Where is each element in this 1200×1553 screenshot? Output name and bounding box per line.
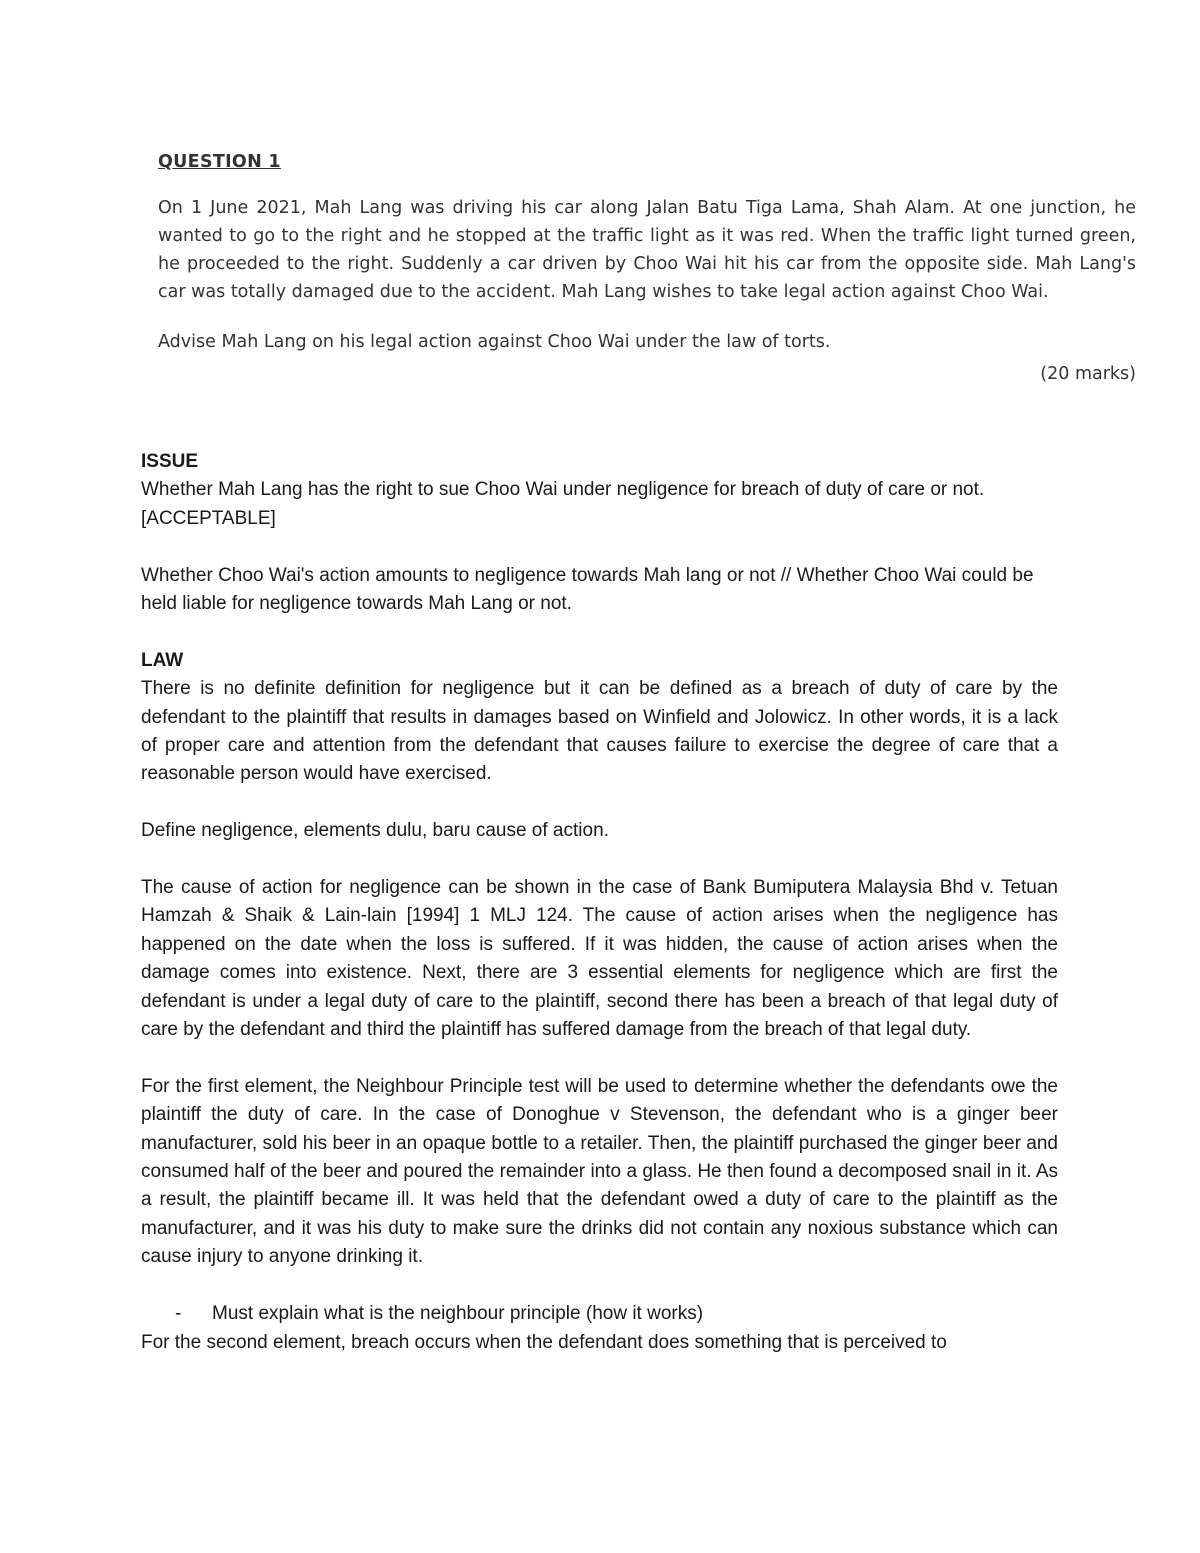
bullet-item — [141, 1300, 1058, 1328]
law-heading: LAW — [141, 649, 184, 671]
question-instruction: Advise Mah Lang on his legal action against Choo Wai under the law of torts. — [158, 332, 831, 352]
question-marks: (20 marks) — [1040, 364, 1136, 384]
bullet-text: Must explain what is the neighbour principle (how it works) — [212, 1303, 704, 1325]
question-image — [158, 148, 1136, 388]
law-paragraph-4: For the second element, breach occurs when the defendant does something that is perceived to — [141, 1331, 947, 1353]
law-paragraph-3: For the first element, the Neighbour Principle test will be used to determine whether the defendants owe the plaintiff the duty of care. In the case of Donoghue v Stevenson, the defendant who is a ginger beer manufacturer, sold his beer in an opaque bottle to a retailer. Then, the plaintiff purchased the ginger beer and consumed half of the beer and poured the remainder into a glass. He then found a decomposed snail in it. As a result, the plaintiff became ill. It was held that the defendant owed a duty of care to the plaintiff as the manufacturer, and it was his duty to make sure the drinks did not contain any noxious substance which can cause injury to anyone drinking it. — [141, 1075, 1058, 1268]
issue-heading: ISSUE — [141, 451, 199, 472]
question-body: On 1 June 2021, Mah Lang was driving his car along Jalan Batu Tiga Lama, Shah Alam. At one junction, he wanted to go to the right and he stopped at the traffic light as it was red. When the traffic light turned green, he proceeded to the right. Suddenly a car driven by Choo Wai hit his car from the opposite side. Mah Lang's car was totally damaged due to the accident. Mah Lang wishes to take legal action against Choo Wai. — [158, 198, 1136, 302]
law-paragraph-1: There is no definite definition for negligence but it can be defined as a breach of duty of care by the defendant to the plaintiff that results in damages based on Winfield and Jolowicz. In other words, it is a lack of proper care and attention from the defendant that causes failure to exercise the degree of care that a reasonable person would have exercised. — [141, 678, 1058, 785]
issue-paragraph-2: Whether Choo Wai's action amounts to negligence towards Mah lang or not // Whether Choo Wai could be held liable for negligence towards Mah Lang or not. — [141, 564, 1034, 615]
issue-paragraph-1: Whether Mah Lang has the right to sue Choo Wai under negligence for breach of duty of care or not. [ACCEPTABLE] — [141, 479, 985, 529]
answer-section — [141, 448, 1058, 1357]
law-paragraph-2: The cause of action for negligence can be shown in the case of Bank Bumiputera Malaysia Bhd v. Tetuan Hamzah & Shaik & Lain-lain [1994] 1 MLJ 124. The cause of action arises when the negligence has happened on the date when the loss is suffered. If it was hidden, the cause of action arises when the damage comes into existence. Next, there are 3 essential elements for negligence which are first the defendant is under a legal duty of care to the plaintiff, second there has been a breach of that legal duty of care by the defendant and third the plaintiff has suffered damage from the breach of that legal duty. — [141, 877, 1058, 1041]
law-note: Define negligence, elements dulu, baru cause of action. — [141, 820, 609, 842]
bullet-dash: - — [175, 1303, 182, 1325]
question-title: QUESTION 1 — [158, 152, 281, 172]
